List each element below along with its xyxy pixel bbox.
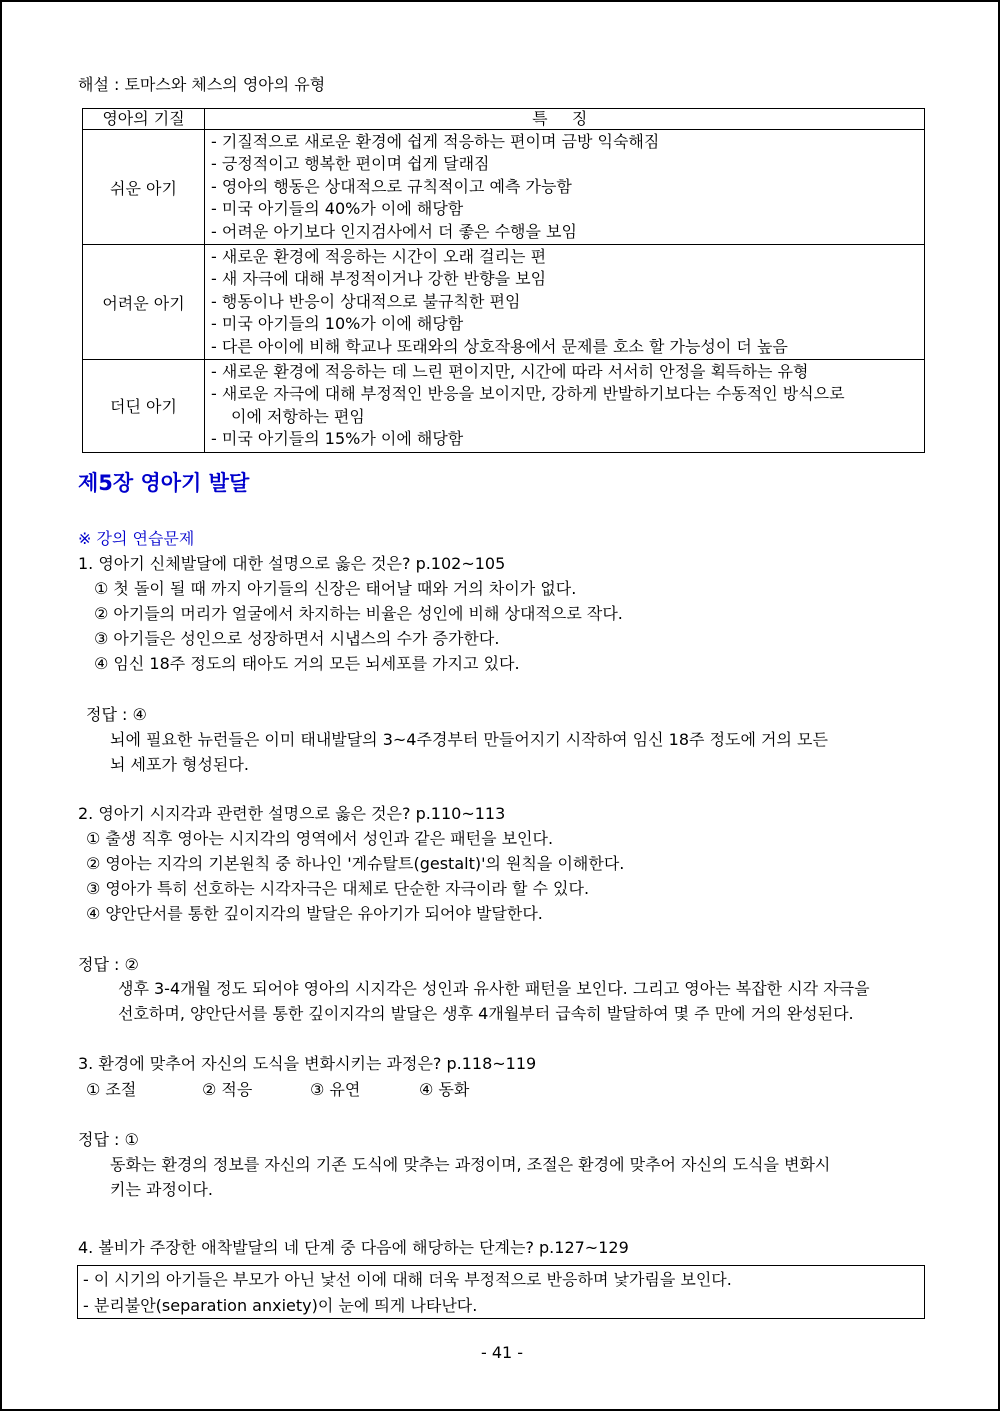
- feature-line: - 어려운 아기보다 인지검사에서 더 좋은 수행을 보임: [211, 221, 577, 241]
- header-temperament: 영아의 기질: [83, 109, 205, 130]
- q3-option-1: ① 조절: [86, 1080, 137, 1099]
- q1-option-3: ③ 아기들은 성인으로 성장하면서 시냅스의 수가 증가한다.: [94, 629, 500, 648]
- exercise-header: ※ 강의 연습문제: [78, 529, 195, 548]
- feature-line: - 새로운 환경에 적응하는 데 느린 편이지만, 시간에 따라 서서히 안정을 획득하는 유형: [211, 362, 809, 382]
- q4-box-line: - 이 시기의 아기들은 부모가 아닌 낯선 이에 대해 더욱 부정적으로 반응하며 낯가림을 보인다.: [83, 1270, 732, 1289]
- table-row-slow-baby: [83, 360, 925, 453]
- q3-option-2: ② 적응: [202, 1080, 253, 1099]
- question-2: 2. 영아기 시지각과 관련한 설명으로 옳은 것은? p.110~113: [78, 804, 506, 823]
- q1-option-1: ① 첫 돌이 될 때 까지 아기들의 신장은 태어날 때와 거의 차이가 없다.: [94, 579, 577, 598]
- q2-option-3: ③ 영아가 특히 선호하는 시각자극은 대체로 단순한 자극이라 할 수 있다.: [86, 879, 590, 898]
- q4-statement-box: [77, 1265, 925, 1319]
- question-1: 1. 영아기 신체발달에 대한 설명으로 옳은 것은? p.102~105: [78, 554, 506, 573]
- q3-answer: 정답 : ①: [78, 1130, 139, 1149]
- q3-explanation-line: 키는 과정이다.: [110, 1180, 213, 1199]
- header-features: 특 징: [205, 109, 925, 130]
- features-cell: [205, 130, 925, 245]
- feature-line: - 기질적으로 새로운 환경에 쉽게 적응하는 편이며 금방 익숙해짐: [211, 132, 660, 151]
- q1-explanation-line: 뇌 세포가 형성된다.: [110, 755, 249, 774]
- q1-answer: 정답 : ④: [86, 705, 147, 724]
- feature-line: - 미국 아기들의 15%가 이에 해당함: [211, 429, 464, 449]
- q2-answer: 정답 : ②: [78, 955, 139, 974]
- table-row-difficult-baby: [83, 245, 925, 360]
- q1-explanation-line: 뇌에 필요한 뉴런들은 이미 태내발달의 3~4주경부터 만들어지기 시작하여 임신 18주 정도에 거의 모든: [110, 730, 828, 749]
- q4-box-line: - 분리불안(separation anxiety)이 눈에 띄게 나타난다.: [83, 1296, 478, 1315]
- q3-explanation-line: 동화는 환경의 정보를 자신의 기존 도식에 맞추는 과정이며, 조절은 환경에 맞추어 자신의 도식을 변화시: [110, 1155, 831, 1174]
- question-4: 4. 볼비가 주장한 애착발달의 네 단계 중 다음에 해당하는 단계는? p.127~129: [78, 1238, 629, 1257]
- features-cell: [205, 360, 925, 453]
- explanation-title: 해설 : 토마스와 체스의 영아의 유형: [78, 75, 326, 94]
- feature-line: - 새로운 자극에 대해 부정적인 반응을 보이지만, 강하게 반발하기보다는 수동적인 방식으로: [211, 384, 845, 404]
- type-cell: 쉬운 아기: [83, 130, 205, 245]
- question-3: 3. 환경에 맞추어 자신의 도식을 변화시키는 과정은? p.118~119: [78, 1054, 537, 1073]
- chapter-title: 제5장 영아기 발달: [78, 471, 250, 495]
- q2-option-4: ④ 양안단서를 통한 깊이지각의 발달은 유아기가 되어야 발달한다.: [86, 904, 543, 923]
- feature-line: - 미국 아기들의 10%가 이에 해당함: [211, 314, 464, 334]
- table-row-easy-baby: [83, 130, 925, 245]
- q2-option-1: ① 출생 직후 영아는 시지각의 영역에서 성인과 같은 패턴을 보인다.: [86, 829, 554, 848]
- q3-option-4: ④ 동화: [419, 1080, 470, 1099]
- type-cell: 어려운 아기: [83, 245, 205, 360]
- q2-explanation-line: 생후 3-4개월 정도 되어야 영아의 시지각은 성인과 유사한 패턴을 보인다. 그리고 영아는 복잡한 시각 자극을: [118, 979, 870, 998]
- feature-line: - 미국 아기들의 40%가 이에 해당함: [211, 199, 464, 219]
- feature-line: - 새로운 환경에 적응하는 시간이 오래 걸리는 편: [211, 247, 547, 267]
- q1-option-4: ④ 임신 18주 정도의 태아도 거의 모든 뇌세포를 가지고 있다.: [94, 654, 520, 673]
- feature-line: 이에 저항하는 편임: [231, 406, 365, 426]
- feature-line: - 영아의 행동은 상대적으로 규칙적이고 예측 가능함: [211, 176, 572, 196]
- feature-line: - 행동이나 반응이 상대적으로 불규칙한 편임: [211, 291, 521, 311]
- features-cell: [205, 245, 925, 360]
- q2-explanation-line: 선호하며, 양안단서를 통한 깊이지각의 발달은 생후 4개월부터 급속히 발달하여 몇 주 만에 거의 완성된다.: [118, 1004, 854, 1023]
- feature-line: - 새 자극에 대해 부정적이거나 강한 반향을 보임: [211, 269, 547, 289]
- type-cell: 더딘 아기: [83, 360, 205, 453]
- temperament-table: [82, 108, 925, 453]
- q3-option-3: ③ 유연: [310, 1080, 361, 1099]
- feature-line: - 긍정적이고 행복한 편이며 쉽게 달래짐: [211, 154, 490, 174]
- q2-option-2: ② 영아는 지각의 기본원칙 중 하나인 '게슈탈트(gestalt)'의 원칙을 이해한다.: [86, 854, 625, 873]
- feature-line: - 다른 아이에 비해 학교나 또래와의 상호작용에서 문제를 호소 할 가능성이 더 높음: [211, 336, 788, 356]
- page-number: - 41 -: [480, 1343, 524, 1362]
- q1-option-2: ② 아기들의 머리가 얼굴에서 차지하는 비율은 성인에 비해 상대적으로 작다.: [94, 604, 623, 623]
